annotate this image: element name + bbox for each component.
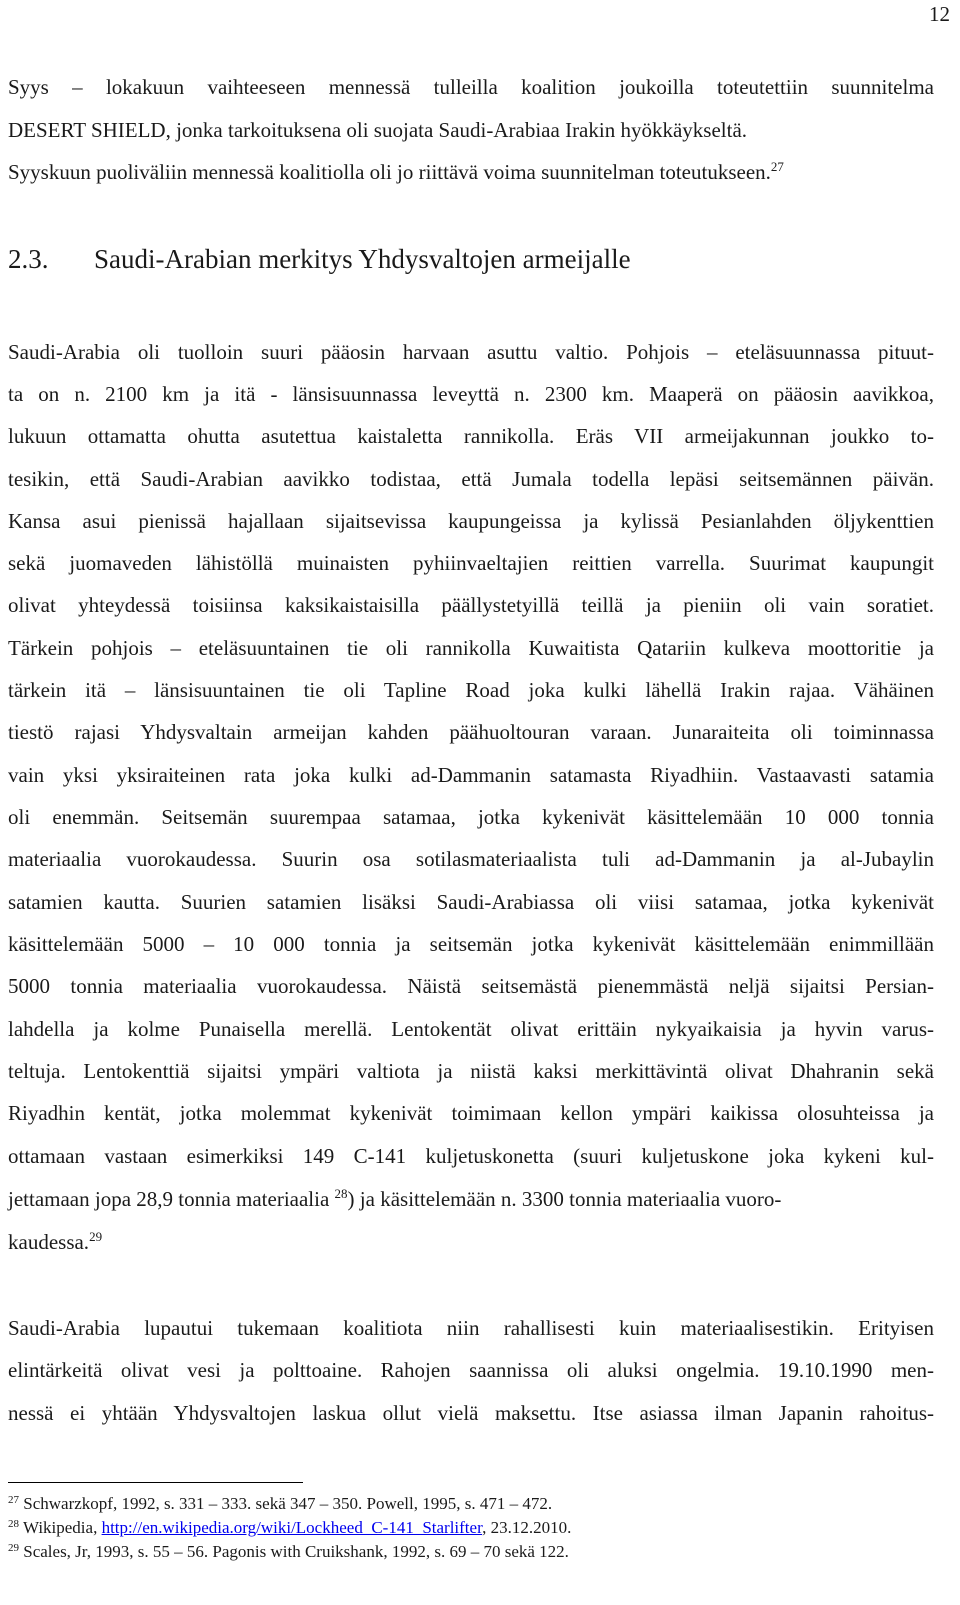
paragraph-line: Kansa asui pienissä hajallaan sijaitsevissa kaupungeissa ja kylissä Pesianlahden öljykenttien bbox=[8, 509, 934, 533]
paragraph-line bbox=[8, 1229, 102, 1255]
paragraph-line: olivat yhteydessä toisiinsa kaksikaistaisilla päällystetyillä teillä ja pieniin oli vain soratiet. bbox=[8, 593, 934, 617]
paragraph-line bbox=[8, 159, 784, 185]
section-title: Saudi-Arabian merkitys Yhdysvaltojen armeijalle bbox=[94, 244, 631, 274]
paragraph-line bbox=[8, 1186, 781, 1212]
footnote bbox=[8, 1494, 552, 1514]
paragraph-line: tesikin, että Saudi-Arabian aavikko todistaa, että Jumala todella lepäsi seitsemännen päivän. bbox=[8, 467, 934, 491]
footnote-link[interactable]: http://en.wikipedia.org/wiki/Lockheed_C-141_Starlifter bbox=[101, 1518, 483, 1537]
footnote-number: 29 bbox=[8, 1542, 19, 1554]
footnote-ref: 29 bbox=[89, 1229, 103, 1244]
footnote-number: 27 bbox=[8, 1494, 19, 1506]
paragraph-line: Saudi-Arabia oli tuolloin suuri pääosin harvaan asuttu valtio. Pohjois – eteläsuunnassa pituut- bbox=[8, 340, 934, 364]
footnote-ref: 28 bbox=[334, 1186, 348, 1201]
paragraph-line: 5000 tonnia materiaalia vuorokaudessa. Näistä seitsemästä pienemmästä neljä sijaitsi Persian- bbox=[8, 974, 934, 998]
paragraph-text: Syyskuun puoliväliin mennessä koalitiolla oli jo riittävä voima suunnitelman toteutukseen. bbox=[8, 160, 771, 184]
footnote-text: Scales, Jr, 1993, s. 55 – 56. Pagonis with Cruikshank, 1992, s. 69 – 70 sekä 122. bbox=[23, 1542, 569, 1561]
footnote-text: Schwarzkopf, 1992, s. 331 – 333. sekä 347 – 350. Powell, 1995, s. 471 – 472. bbox=[23, 1494, 553, 1513]
paragraph-line: tärkein itä – länsisuuntainen tie oli Tapline Road joka kulki lähellä Irakin rajaa. Vähäinen bbox=[8, 678, 934, 702]
paragraph-line: Riyadhin kentät, jotka molemmat kykenivät toimimaan kellon ympäri kaikissa olosuhteissa ja bbox=[8, 1101, 934, 1125]
paragraph-line: materiaalia vuorokaudessa. Suurin osa sotilasmateriaalista tuli ad-Dammanin ja al-Jubaylin bbox=[8, 847, 934, 871]
paragraph-line: ottamaan vastaan esimerkiksi 149 C-141 kuljetuskonetta (suuri kuljetuskone joka kykeni kul- bbox=[8, 1144, 934, 1168]
paragraph-line: teltuja. Lentokenttiä sijaitsi ympäri valtiota ja niistä kaksi merkittävintä olivat Dhahranin sekä bbox=[8, 1059, 934, 1083]
footnote bbox=[8, 1518, 571, 1538]
paragraph-line: elintärkeitä olivat vesi ja polttoaine. Rahojen saannissa oli aluksi ongelmia. 19.10.1990 men- bbox=[8, 1358, 934, 1382]
paragraph-line: lukuun ottamatta ohutta asutettua kaistaletta rannikolla. Eräs VII armeijakunnan joukko to- bbox=[8, 424, 934, 448]
footnote-text: Wikipedia, bbox=[22, 1518, 102, 1537]
paragraph-line: DESERT SHIELD, jonka tarkoituksena oli suojata Saudi-Arabiaa Irakin hyökkäykseltä. bbox=[8, 118, 748, 142]
paragraph-line: ta on n. 2100 km ja itä - länsisuunnassa leveyttä n. 2300 km. Maaperä on pääosin aavikkoa, bbox=[8, 382, 934, 406]
paragraph-text: kaudessa. bbox=[8, 1230, 90, 1254]
paragraph-line: satamien kautta. Suurien satamien lisäksi Saudi-Arabiassa oli viisi satamaa, jotka kykenivät bbox=[8, 890, 934, 914]
paragraph-line: Tärkein pohjois – eteläsuuntainen tie oli rannikolla Kuwaitista Qatariin kulkeva moottoritie ja bbox=[8, 636, 934, 660]
footnote-number: 28 bbox=[8, 1518, 19, 1530]
paragraph-line: tiestö rajasi Yhdysvaltain armeijan kahden päähuoltouran varaan. Junaraiteita oli toiminnassa bbox=[8, 720, 934, 744]
paragraph-text: jettamaan jopa 28,9 tonnia materiaalia bbox=[8, 1187, 335, 1211]
paragraph-line: lahdella ja kolme Punaisella merellä. Lentokentät olivat erittäin nykyaikaisia ja hyvin varus- bbox=[8, 1017, 934, 1041]
footnote-divider bbox=[8, 1482, 303, 1483]
footnote-ref: 27 bbox=[770, 159, 784, 174]
footnote bbox=[8, 1542, 569, 1562]
section-number: 2.3. bbox=[8, 244, 49, 274]
paragraph-text: ) ja käsittelemään n. 3300 tonnia materiaalia vuoro- bbox=[347, 1187, 782, 1211]
paragraph-line: Saudi-Arabia lupautui tukemaan koalitiota niin rahallisesti kuin materiaalisestikin. Erityisen bbox=[8, 1316, 934, 1340]
page-number: 12 bbox=[929, 2, 950, 26]
paragraph-line: nessä ei yhtään Yhdysvaltojen laskua ollut vielä maksettu. Itse asiassa ilman Japanin rahoitus- bbox=[8, 1401, 934, 1425]
paragraph-line: sekä juomaveden lähistöllä muinaisten pyhiinvaeltajien reittien varrella. Suurimat kaupungit bbox=[8, 551, 934, 575]
paragraph-line: vain yksi yksiraiteinen rata joka kulki ad-Dammanin satamasta Riyadhiin. Vastaavasti satamia bbox=[8, 763, 934, 787]
paragraph-line: oli enemmän. Seitsemän suurempaa satamaa, jotka kykenivät käsittelemään 10 000 tonnia bbox=[8, 805, 934, 829]
footnote-text: , 23.12.2010. bbox=[482, 1518, 572, 1537]
section-heading bbox=[8, 246, 631, 272]
paragraph-line: Syys – lokakuun vaihteeseen mennessä tulleilla koalition joukoilla toteutettiin suunnitelma bbox=[8, 75, 934, 99]
paragraph-line: käsittelemään 5000 – 10 000 tonnia ja seitsemän jotka kykenivät käsittelemään enimmillään bbox=[8, 932, 934, 956]
